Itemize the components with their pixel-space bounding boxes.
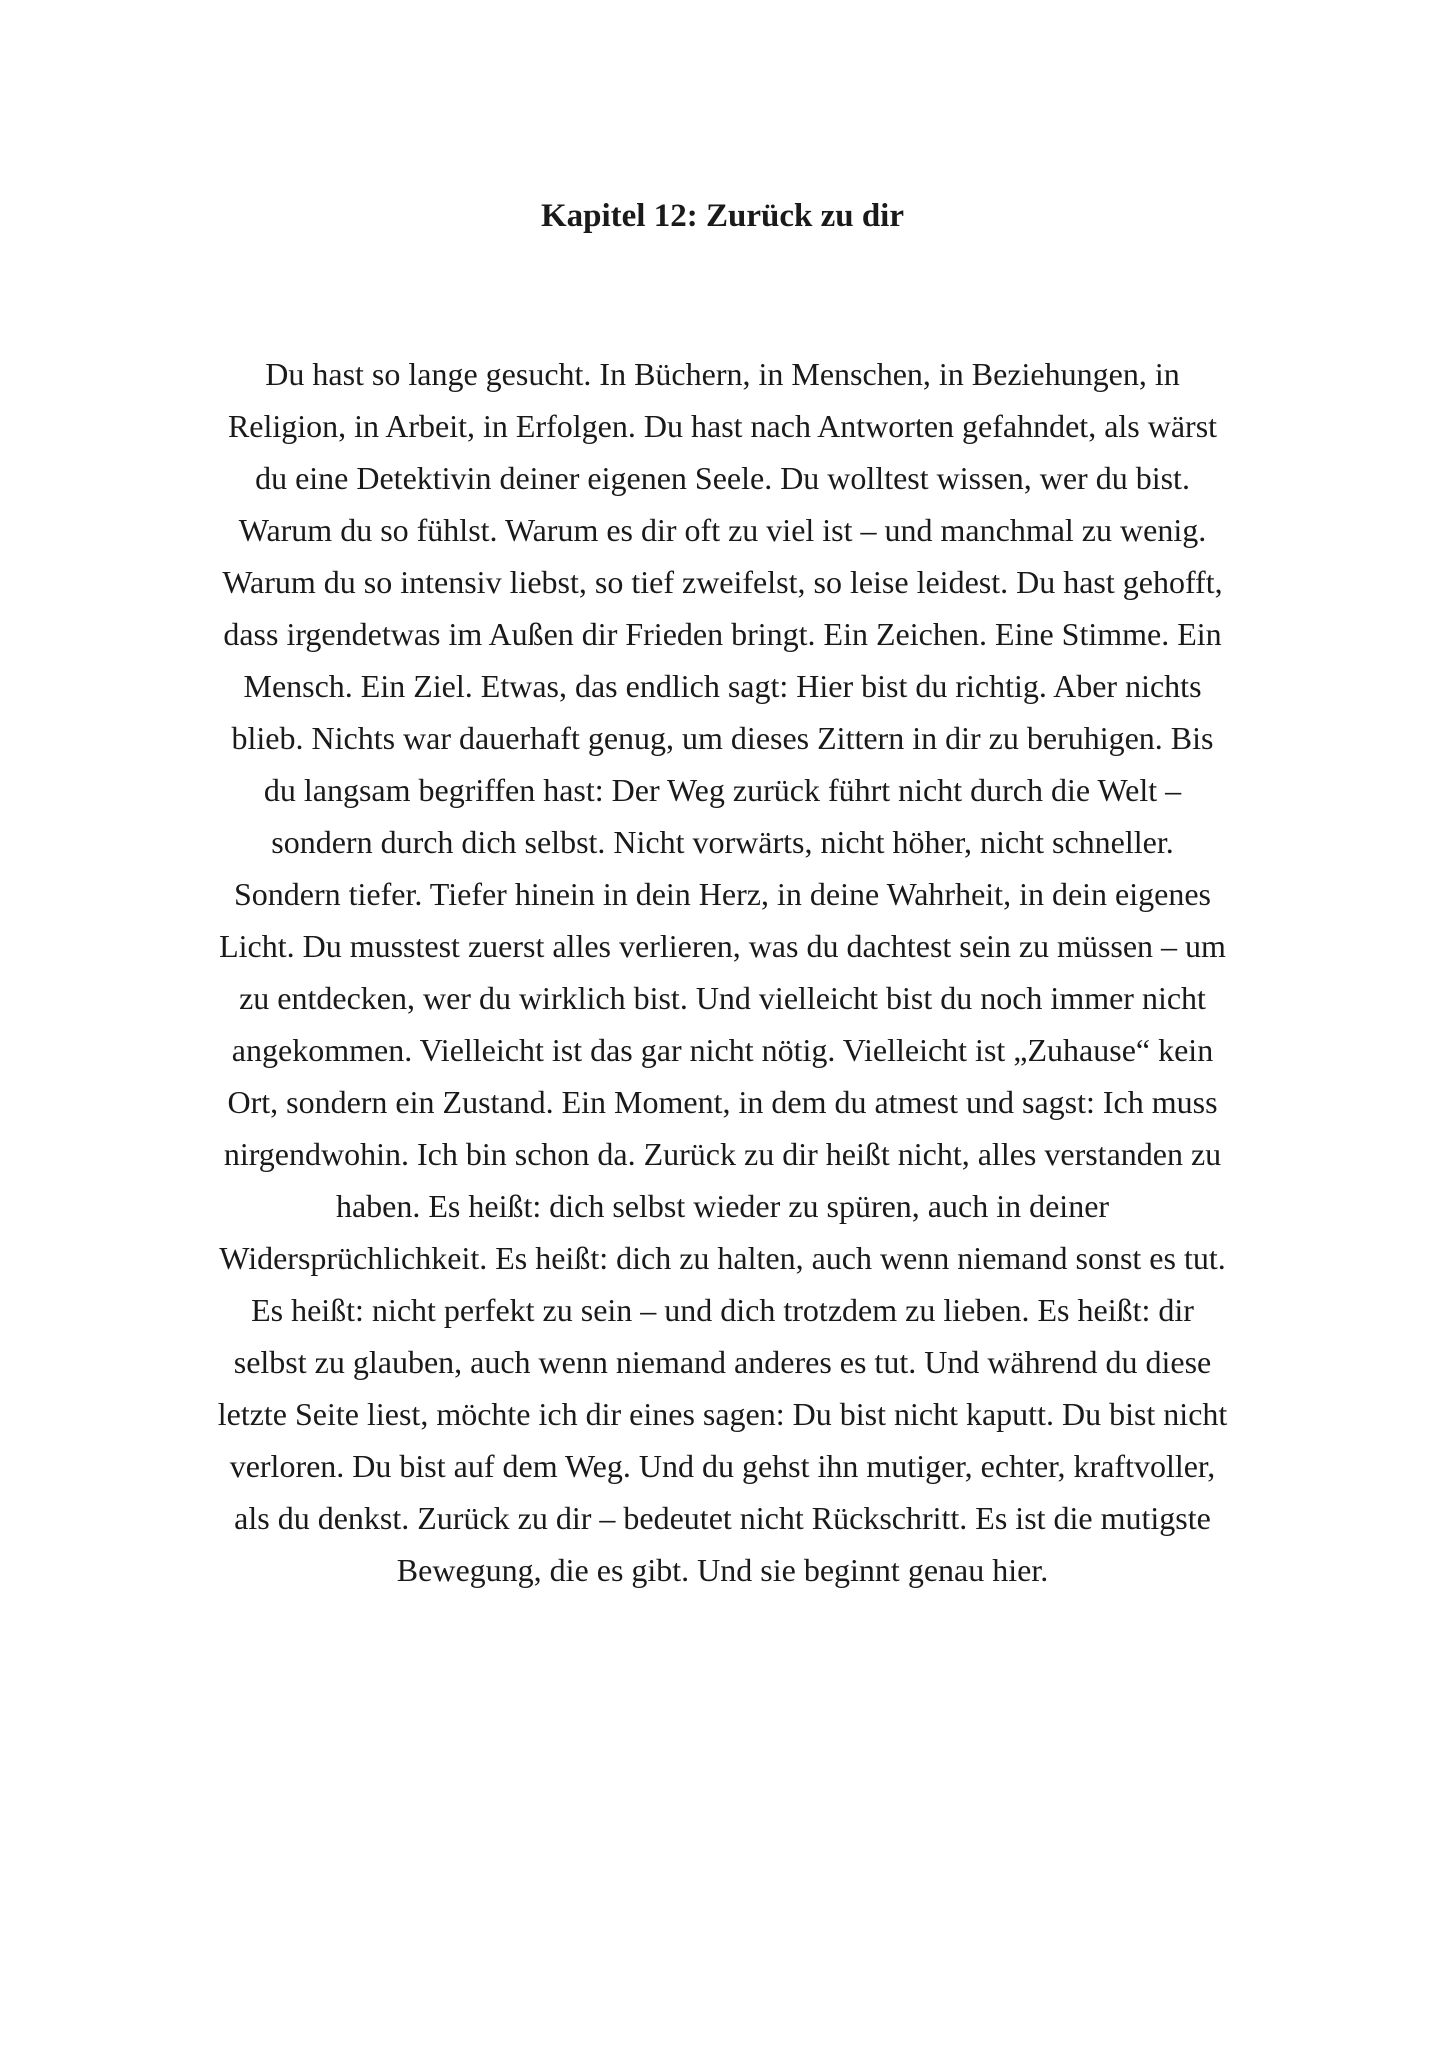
body-line: Du hast so lange gesucht. In Büchern, in Menschen, in Beziehungen, in — [265, 356, 1180, 392]
body-line: Ort, sondern ein Zustand. Ein Moment, in dem du atmest und sagst: Ich muss — [227, 1084, 1218, 1120]
chapter-title: Kapitel 12: Zurück zu dir — [540, 198, 905, 234]
body-line: Sondern tiefer. Tiefer hinein in dein Herz, in deine Wahrheit, in dein eigenes — [233, 876, 1211, 912]
body-line: du langsam begriffen hast: Der Weg zurück führt nicht durch die Welt – — [263, 772, 1182, 808]
body-line: haben. Es heißt: dich selbst wieder zu spüren, auch in deiner — [335, 1188, 1110, 1224]
body-line: letzte Seite liest, möchte ich dir eines sagen: Du bist nicht kaputt. Du bist nicht — [217, 1396, 1228, 1432]
body-line: zu entdecken, wer du wirklich bist. Und vielleicht bist du noch immer nicht — [239, 980, 1206, 1016]
body-line: Religion, in Arbeit, in Erfolgen. Du hast nach Antworten gefahndet, als wärst — [227, 408, 1218, 444]
body-line: dass irgendetwas im Außen dir Frieden bringt. Ein Zeichen. Eine Stimme. Ein — [223, 616, 1222, 652]
body-line: verloren. Du bist auf dem Weg. Und du gehst ihn mutiger, echter, kraftvoller, — [229, 1448, 1216, 1484]
body-line: Licht. Du musstest zuerst alles verlieren, was du dachtest sein zu müssen – um — [219, 928, 1226, 964]
body-line: du eine Detektivin deiner eigenen Seele. Du wolltest wissen, wer du bist. — [255, 460, 1190, 496]
body-line: als du denkst. Zurück zu dir – bedeutet nicht Rückschritt. Es ist die mutigste — [234, 1500, 1211, 1536]
body-line: Es heißt: nicht perfekt zu sein – und dich trotzdem zu lieben. Es heißt: dir — [251, 1292, 1194, 1328]
chapter-body — [140, 348, 1305, 1596]
body-line: nirgendwohin. Ich bin schon da. Zurück zu dir heißt nicht, alles verstanden zu — [223, 1136, 1222, 1172]
body-line: Mensch. Ein Ziel. Etwas, das endlich sagt: Hier bist du richtig. Aber nichts — [243, 668, 1202, 704]
body-line: sondern durch dich selbst. Nicht vorwärts, nicht höher, nicht schneller. — [271, 824, 1174, 860]
body-line: blieb. Nichts war dauerhaft genug, um dieses Zittern in dir zu beruhigen. Bis — [231, 720, 1214, 756]
body-line: Warum du so intensiv liebst, so tief zweifelst, so leise leidest. Du hast gehofft, — [222, 564, 1223, 600]
body-line: Bewegung, die es gibt. Und sie beginnt genau hier. — [396, 1552, 1049, 1588]
body-line: Widersprüchlichkeit. Es heißt: dich zu halten, auch wenn niemand sonst es tut. — [219, 1240, 1226, 1276]
body-line: Warum du so fühlst. Warum es dir oft zu viel ist – und manchmal zu wenig. — [238, 512, 1207, 548]
body-line: angekommen. Vielleicht ist das gar nicht nötig. Vielleicht ist „Zuhause“ kein — [231, 1032, 1214, 1068]
body-line: selbst zu glauben, auch wenn niemand anderes es tut. Und während du diese — [233, 1344, 1212, 1380]
